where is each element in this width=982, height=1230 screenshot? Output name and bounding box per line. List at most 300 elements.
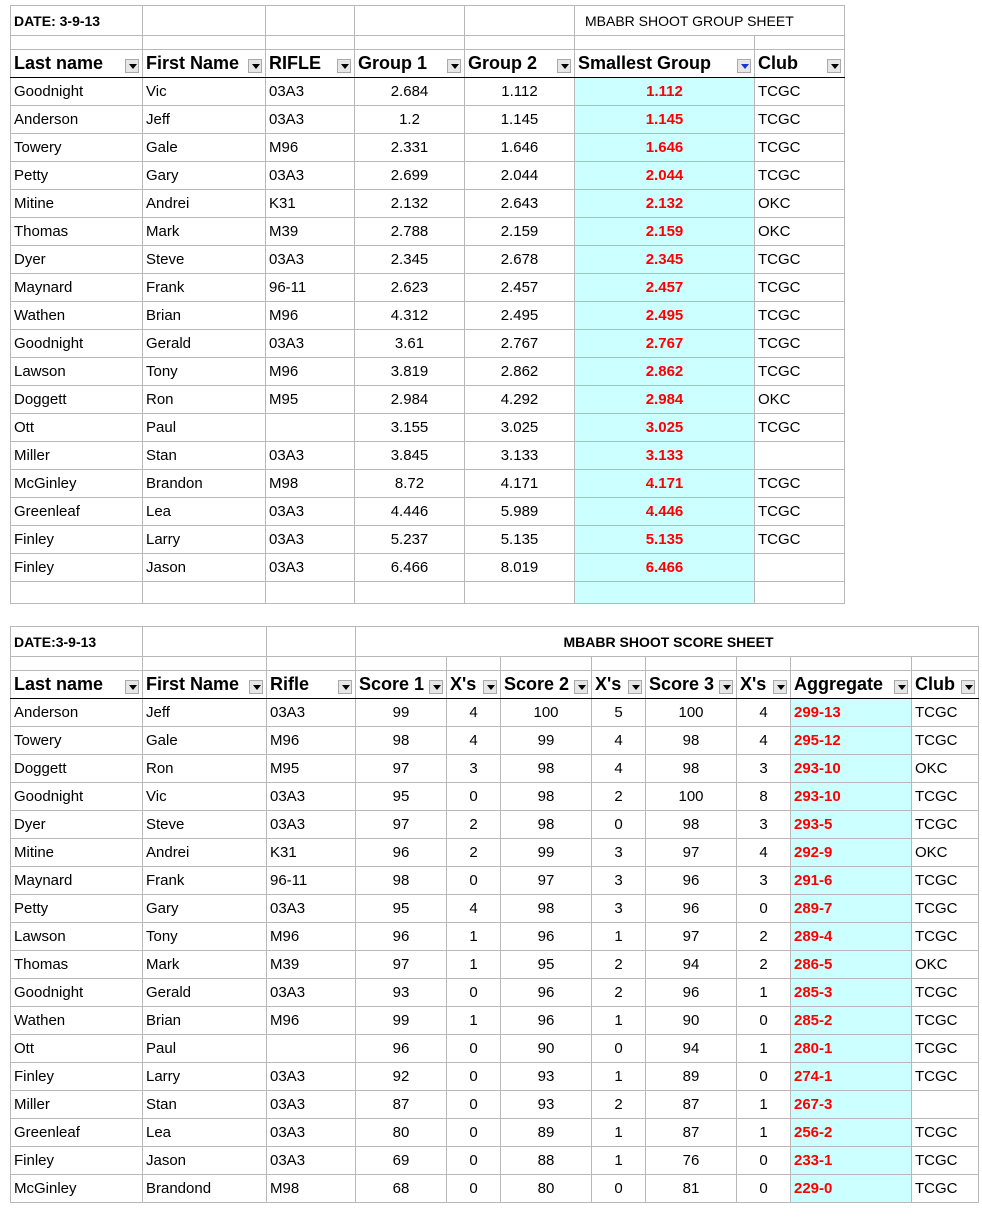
table-cell-club[interactable]: TCGC xyxy=(912,895,979,923)
table-cell-aggregate[interactable]: 274-1 xyxy=(791,1063,912,1091)
table-cell-first-name[interactable]: Stan xyxy=(143,1091,267,1119)
table-cell-x-s[interactable]: 3 xyxy=(737,811,791,839)
table-cell-score-3[interactable]: 96 xyxy=(646,979,737,1007)
table-cell-x-s[interactable]: 8 xyxy=(737,783,791,811)
table-cell-first-name[interactable]: Steve xyxy=(143,811,267,839)
table-cell-last-name[interactable]: Goodnight xyxy=(11,78,143,106)
table-cell-club[interactable]: TCGC xyxy=(912,727,979,755)
table-cell-first-name[interactable]: Paul xyxy=(143,1035,267,1063)
table-cell-first-name[interactable]: Stan xyxy=(143,442,266,470)
table-cell-club[interactable]: TCGC xyxy=(755,162,845,190)
table-cell-x-s[interactable]: 0 xyxy=(737,1175,791,1203)
table-cell-group-1[interactable]: 4.446 xyxy=(355,498,465,526)
table-cell-first-name[interactable]: Gary xyxy=(143,895,267,923)
table-cell-group-1[interactable]: 2.331 xyxy=(355,134,465,162)
filter-dropdown-icon[interactable] xyxy=(628,680,642,694)
table-cell-aggregate[interactable]: 295-12 xyxy=(791,727,912,755)
table-cell-last-name[interactable]: Wathen xyxy=(11,302,143,330)
filter-dropdown-icon[interactable] xyxy=(737,59,751,73)
table-cell-score-3[interactable]: 100 xyxy=(646,783,737,811)
filter-dropdown-icon[interactable] xyxy=(249,680,263,694)
table-cell-rifle[interactable]: 03A3 xyxy=(267,1119,356,1147)
table-cell-group-2[interactable]: 1.112 xyxy=(465,78,575,106)
table-cell-rifle[interactable]: M96 xyxy=(266,134,355,162)
table-cell-last-name[interactable]: Anderson xyxy=(11,699,143,727)
table-cell-rifle[interactable] xyxy=(267,1035,356,1063)
table-cell-last-name[interactable]: Mitine xyxy=(11,839,143,867)
table-cell-score-3[interactable]: 98 xyxy=(646,811,737,839)
table-cell-club[interactable]: TCGC xyxy=(912,811,979,839)
table-cell-last-name[interactable]: Towery xyxy=(11,727,143,755)
table-cell-group-1[interactable]: 4.312 xyxy=(355,302,465,330)
table-cell-rifle[interactable]: 03A3 xyxy=(266,78,355,106)
table-cell-score-2[interactable]: 90 xyxy=(501,1035,592,1063)
table-cell-rifle[interactable]: 96-11 xyxy=(267,867,356,895)
table-cell-last-name[interactable]: Goodnight xyxy=(11,783,143,811)
table-cell-rifle[interactable]: M96 xyxy=(267,1007,356,1035)
table-cell-score-1[interactable]: 97 xyxy=(356,951,447,979)
table-cell-aggregate[interactable]: 291-6 xyxy=(791,867,912,895)
table-cell-rifle[interactable] xyxy=(266,414,355,442)
table-cell-club[interactable]: OKC xyxy=(912,951,979,979)
table-cell-x-s[interactable]: 3 xyxy=(592,867,646,895)
table-cell-score-3[interactable]: 94 xyxy=(646,1035,737,1063)
table-cell-last-name[interactable]: Miller xyxy=(11,1091,143,1119)
table-cell-x-s[interactable]: 1 xyxy=(737,1119,791,1147)
table-cell-club[interactable]: TCGC xyxy=(912,1035,979,1063)
table-cell-group-2[interactable]: 3.025 xyxy=(465,414,575,442)
table-cell-x-s[interactable]: 0 xyxy=(737,1007,791,1035)
table-cell-score-1[interactable]: 96 xyxy=(356,839,447,867)
table-cell-group-1[interactable]: 3.845 xyxy=(355,442,465,470)
table-cell-first-name[interactable]: Brandond xyxy=(143,1175,267,1203)
table-cell-first-name[interactable]: Gerald xyxy=(143,979,267,1007)
table-cell-first-name[interactable]: Jeff xyxy=(143,106,266,134)
filter-dropdown-icon[interactable] xyxy=(961,680,975,694)
filter-dropdown-icon[interactable] xyxy=(447,59,461,73)
table-cell-score-3[interactable]: 76 xyxy=(646,1147,737,1175)
table-cell-first-name[interactable]: Brian xyxy=(143,302,266,330)
table-cell-x-s[interactable]: 0 xyxy=(737,895,791,923)
table-cell-aggregate[interactable]: 293-10 xyxy=(791,783,912,811)
table-cell-x-s[interactable]: 0 xyxy=(447,867,501,895)
table-cell-group-2[interactable]: 2.862 xyxy=(465,358,575,386)
table-cell-x-s[interactable]: 4 xyxy=(737,727,791,755)
table-cell-aggregate[interactable]: 256-2 xyxy=(791,1119,912,1147)
table-cell-first-name[interactable]: Steve xyxy=(143,246,266,274)
table-cell-group-2[interactable]: 2.457 xyxy=(465,274,575,302)
table-cell-club[interactable]: TCGC xyxy=(755,78,845,106)
filter-dropdown-icon[interactable] xyxy=(574,680,588,694)
filter-dropdown-icon[interactable] xyxy=(827,59,841,73)
table-cell-score-1[interactable]: 87 xyxy=(356,1091,447,1119)
table-cell-club[interactable]: TCGC xyxy=(755,414,845,442)
table-cell-aggregate[interactable]: 289-7 xyxy=(791,895,912,923)
table-cell-x-s[interactable]: 3 xyxy=(592,839,646,867)
table-cell-x-s[interactable]: 2 xyxy=(447,811,501,839)
table-cell-score-1[interactable]: 96 xyxy=(356,923,447,951)
table-cell-aggregate[interactable]: 293-10 xyxy=(791,755,912,783)
table-cell-score-3[interactable]: 89 xyxy=(646,1063,737,1091)
table-cell-x-s[interactable]: 2 xyxy=(737,923,791,951)
table-cell-group-2[interactable]: 4.171 xyxy=(465,470,575,498)
table-cell-x-s[interactable]: 0 xyxy=(737,1063,791,1091)
table-cell-score-1[interactable]: 97 xyxy=(356,755,447,783)
table-cell-rifle[interactable]: 03A3 xyxy=(266,162,355,190)
table-cell-x-s[interactable]: 0 xyxy=(447,1091,501,1119)
table-cell-aggregate[interactable]: 293-5 xyxy=(791,811,912,839)
table-cell-group-1[interactable]: 2.684 xyxy=(355,78,465,106)
table-cell-smallest-group[interactable]: 2.345 xyxy=(575,246,755,274)
table-cell-smallest-group[interactable]: 3.133 xyxy=(575,442,755,470)
table-cell-x-s[interactable]: 5 xyxy=(592,699,646,727)
table-cell-x-s[interactable]: 1 xyxy=(592,1147,646,1175)
table-cell-group-2[interactable]: 2.643 xyxy=(465,190,575,218)
table-cell-rifle[interactable]: M39 xyxy=(266,218,355,246)
table-cell-score-3[interactable]: 100 xyxy=(646,699,737,727)
table-cell-first-name[interactable]: Ron xyxy=(143,386,266,414)
table-cell-last-name[interactable]: Dyer xyxy=(11,246,143,274)
table-cell-rifle[interactable]: M98 xyxy=(266,470,355,498)
table-cell-x-s[interactable]: 1 xyxy=(592,923,646,951)
table-cell-aggregate[interactable]: 280-1 xyxy=(791,1035,912,1063)
table-cell-group-1[interactable]: 8.72 xyxy=(355,470,465,498)
table-cell-last-name[interactable]: Lawson xyxy=(11,923,143,951)
table-cell-score-1[interactable]: 80 xyxy=(356,1119,447,1147)
table-cell-x-s[interactable]: 0 xyxy=(447,1119,501,1147)
filter-dropdown-icon[interactable] xyxy=(248,59,262,73)
table-cell-first-name[interactable]: Vic xyxy=(143,783,267,811)
table-cell-score-2[interactable]: 97 xyxy=(501,867,592,895)
table-cell-group-2[interactable]: 4.292 xyxy=(465,386,575,414)
table-cell-first-name[interactable]: Mark xyxy=(143,218,266,246)
table-cell-group-1[interactable]: 3.155 xyxy=(355,414,465,442)
table-cell-group-2[interactable]: 5.135 xyxy=(465,526,575,554)
table-cell-club[interactable]: TCGC xyxy=(912,1119,979,1147)
filter-dropdown-icon[interactable] xyxy=(719,680,733,694)
table-cell-group-1[interactable]: 2.699 xyxy=(355,162,465,190)
table-cell-x-s[interactable]: 1 xyxy=(592,1119,646,1147)
table-cell-smallest-group[interactable]: 5.135 xyxy=(575,526,755,554)
table-cell-last-name[interactable]: Lawson xyxy=(11,358,143,386)
table-cell-club[interactable] xyxy=(912,1091,979,1119)
table-cell-rifle[interactable]: 03A3 xyxy=(267,1147,356,1175)
filter-dropdown-icon[interactable] xyxy=(557,59,571,73)
table-cell-club[interactable]: OKC xyxy=(755,190,845,218)
table-cell-x-s[interactable]: 1 xyxy=(737,1091,791,1119)
table-cell-score-3[interactable]: 97 xyxy=(646,839,737,867)
table-cell-first-name[interactable]: Brian xyxy=(143,1007,267,1035)
table-cell-score-2[interactable]: 96 xyxy=(501,1007,592,1035)
table-cell-group-2[interactable]: 5.989 xyxy=(465,498,575,526)
table-cell-score-1[interactable]: 93 xyxy=(356,979,447,1007)
table-cell-score-1[interactable]: 92 xyxy=(356,1063,447,1091)
table-cell-last-name[interactable]: Ott xyxy=(11,1035,143,1063)
table-cell-group-2[interactable]: 2.495 xyxy=(465,302,575,330)
table-cell-first-name[interactable]: Jason xyxy=(143,1147,267,1175)
table-cell-rifle[interactable]: 03A3 xyxy=(267,1091,356,1119)
table-cell-first-name[interactable]: Paul xyxy=(143,414,266,442)
table-cell-score-1[interactable]: 97 xyxy=(356,811,447,839)
table-cell-last-name[interactable]: Maynard xyxy=(11,867,143,895)
table-cell-first-name[interactable]: Larry xyxy=(143,1063,267,1091)
table-cell-rifle[interactable]: M96 xyxy=(266,302,355,330)
table-cell-rifle[interactable]: 03A3 xyxy=(267,811,356,839)
table-cell-x-s[interactable]: 0 xyxy=(447,1147,501,1175)
table-cell-first-name[interactable]: Larry xyxy=(143,526,266,554)
table-cell-aggregate[interactable]: 285-2 xyxy=(791,1007,912,1035)
table-cell-x-s[interactable]: 2 xyxy=(447,839,501,867)
table-cell-first-name[interactable]: Jason xyxy=(143,554,266,582)
table-cell-first-name[interactable]: Gary xyxy=(143,162,266,190)
table-cell-x-s[interactable]: 3 xyxy=(447,755,501,783)
table-cell-group-2[interactable]: 2.678 xyxy=(465,246,575,274)
table-cell-x-s[interactable]: 0 xyxy=(447,1175,501,1203)
table-cell-rifle[interactable]: 03A3 xyxy=(266,498,355,526)
table-cell-x-s[interactable]: 1 xyxy=(592,1063,646,1091)
table-cell-aggregate[interactable]: 286-5 xyxy=(791,951,912,979)
filter-dropdown-icon[interactable] xyxy=(125,680,139,694)
table-cell-club[interactable]: TCGC xyxy=(755,274,845,302)
table-cell-last-name[interactable]: Ott xyxy=(11,414,143,442)
table-cell-group-2[interactable]: 2.767 xyxy=(465,330,575,358)
table-cell-group-1[interactable]: 3.61 xyxy=(355,330,465,358)
table-cell-first-name[interactable]: Andrei xyxy=(143,190,266,218)
table-cell-group-1[interactable]: 5.237 xyxy=(355,526,465,554)
table-cell-club[interactable]: TCGC xyxy=(755,106,845,134)
table-cell-first-name[interactable]: Frank xyxy=(143,274,266,302)
table-cell-x-s[interactable]: 4 xyxy=(592,755,646,783)
table-cell-score-3[interactable]: 98 xyxy=(646,755,737,783)
table-cell-x-s[interactable]: 4 xyxy=(737,699,791,727)
table-cell-score-2[interactable]: 80 xyxy=(501,1175,592,1203)
table-cell-rifle[interactable]: 03A3 xyxy=(267,783,356,811)
table-cell-score-3[interactable]: 81 xyxy=(646,1175,737,1203)
table-cell-x-s[interactable]: 1 xyxy=(447,1007,501,1035)
table-cell-group-2[interactable]: 8.019 xyxy=(465,554,575,582)
table-cell-score-3[interactable]: 90 xyxy=(646,1007,737,1035)
table-cell-score-1[interactable]: 95 xyxy=(356,783,447,811)
table-cell-smallest-group[interactable]: 1.145 xyxy=(575,106,755,134)
table-cell-x-s[interactable]: 0 xyxy=(592,1175,646,1203)
table-cell-x-s[interactable]: 4 xyxy=(447,727,501,755)
table-cell-rifle[interactable]: 03A3 xyxy=(267,1063,356,1091)
table-cell-rifle[interactable]: M96 xyxy=(266,358,355,386)
table-cell-first-name[interactable]: Gerald xyxy=(143,330,266,358)
table-cell-score-2[interactable]: 99 xyxy=(501,727,592,755)
table-cell-first-name[interactable]: Tony xyxy=(143,923,267,951)
table-cell-rifle[interactable]: 03A3 xyxy=(267,979,356,1007)
table-cell-club[interactable]: TCGC xyxy=(755,358,845,386)
table-cell-rifle[interactable]: M96 xyxy=(267,923,356,951)
table-cell-score-2[interactable]: 100 xyxy=(501,699,592,727)
table-cell-rifle[interactable]: 96-11 xyxy=(266,274,355,302)
table-cell-rifle[interactable]: 03A3 xyxy=(267,699,356,727)
table-cell-first-name[interactable]: Gale xyxy=(143,727,267,755)
table-cell-club[interactable]: OKC xyxy=(755,386,845,414)
table-cell-x-s[interactable]: 4 xyxy=(447,699,501,727)
table-cell-club[interactable]: TCGC xyxy=(912,867,979,895)
table-cell-first-name[interactable]: Frank xyxy=(143,867,267,895)
table-cell-club[interactable]: TCGC xyxy=(755,470,845,498)
table-cell-score-2[interactable]: 98 xyxy=(501,783,592,811)
table-cell-x-s[interactable]: 1 xyxy=(447,951,501,979)
table-cell-club[interactable]: TCGC xyxy=(912,979,979,1007)
table-cell-last-name[interactable]: McGinley xyxy=(11,1175,143,1203)
table-cell-x-s[interactable]: 0 xyxy=(592,1035,646,1063)
table-cell-score-2[interactable]: 98 xyxy=(501,755,592,783)
table-cell-aggregate[interactable]: 285-3 xyxy=(791,979,912,1007)
table-cell-club[interactable] xyxy=(755,554,845,582)
table-cell-smallest-group[interactable]: 4.446 xyxy=(575,498,755,526)
table-cell-club[interactable]: TCGC xyxy=(912,1063,979,1091)
table-cell-last-name[interactable]: Petty xyxy=(11,895,143,923)
table-cell-club[interactable]: TCGC xyxy=(755,498,845,526)
table-cell-group-1[interactable]: 3.819 xyxy=(355,358,465,386)
table-cell-first-name[interactable]: Mark xyxy=(143,951,267,979)
table-cell-club[interactable]: OKC xyxy=(755,218,845,246)
table-cell-club[interactable]: TCGC xyxy=(755,134,845,162)
table-cell-first-name[interactable]: Lea xyxy=(143,1119,267,1147)
table-cell-group-2[interactable]: 2.044 xyxy=(465,162,575,190)
table-cell-x-s[interactable]: 0 xyxy=(447,1035,501,1063)
table-cell-smallest-group[interactable]: 2.495 xyxy=(575,302,755,330)
table-cell-score-3[interactable]: 94 xyxy=(646,951,737,979)
table-cell-first-name[interactable]: Gale xyxy=(143,134,266,162)
table-cell-aggregate[interactable]: 299-13 xyxy=(791,699,912,727)
table-cell-score-2[interactable]: 89 xyxy=(501,1119,592,1147)
table-cell-rifle[interactable]: 03A3 xyxy=(266,330,355,358)
table-cell-score-1[interactable]: 99 xyxy=(356,1007,447,1035)
table-cell-score-1[interactable]: 98 xyxy=(356,867,447,895)
table-cell-score-2[interactable]: 98 xyxy=(501,811,592,839)
table-cell-first-name[interactable]: Jeff xyxy=(143,699,267,727)
table-cell-first-name[interactable]: Andrei xyxy=(143,839,267,867)
table-cell-x-s[interactable]: 3 xyxy=(737,755,791,783)
table-cell-first-name[interactable]: Ron xyxy=(143,755,267,783)
table-cell-score-2[interactable]: 88 xyxy=(501,1147,592,1175)
table-cell-club[interactable]: TCGC xyxy=(755,526,845,554)
table-cell-x-s[interactable]: 0 xyxy=(447,1063,501,1091)
filter-dropdown-icon[interactable] xyxy=(894,680,908,694)
table-cell-last-name[interactable]: Greenleaf xyxy=(11,1119,143,1147)
table-cell-club[interactable]: OKC xyxy=(912,755,979,783)
table-cell-club[interactable]: TCGC xyxy=(755,246,845,274)
table-cell-last-name[interactable]: Finley xyxy=(11,526,143,554)
table-cell-aggregate[interactable]: 289-4 xyxy=(791,923,912,951)
table-cell-score-3[interactable]: 87 xyxy=(646,1119,737,1147)
table-cell-last-name[interactable]: Thomas xyxy=(11,951,143,979)
table-cell-x-s[interactable]: 4 xyxy=(447,895,501,923)
table-cell-aggregate[interactable]: 292-9 xyxy=(791,839,912,867)
table-cell-last-name[interactable]: Dyer xyxy=(11,811,143,839)
table-cell-last-name[interactable]: Finley xyxy=(11,554,143,582)
table-cell-group-1[interactable]: 6.466 xyxy=(355,554,465,582)
table-cell-group-2[interactable]: 1.145 xyxy=(465,106,575,134)
table-cell-score-3[interactable]: 97 xyxy=(646,923,737,951)
table-cell-club[interactable]: TCGC xyxy=(912,1175,979,1203)
table-cell-smallest-group[interactable]: 2.132 xyxy=(575,190,755,218)
filter-dropdown-icon[interactable] xyxy=(338,680,352,694)
table-cell-group-2[interactable]: 2.159 xyxy=(465,218,575,246)
table-cell-last-name[interactable]: McGinley xyxy=(11,470,143,498)
table-cell-smallest-group[interactable]: 1.112 xyxy=(575,78,755,106)
table-cell-club[interactable] xyxy=(755,442,845,470)
table-cell-aggregate[interactable]: 229-0 xyxy=(791,1175,912,1203)
table-cell-x-s[interactable]: 0 xyxy=(737,1147,791,1175)
table-cell-x-s[interactable]: 3 xyxy=(592,895,646,923)
table-cell-club[interactable]: TCGC xyxy=(755,302,845,330)
table-cell-score-3[interactable]: 96 xyxy=(646,867,737,895)
table-cell-rifle[interactable]: M95 xyxy=(266,386,355,414)
table-cell-score-2[interactable]: 93 xyxy=(501,1091,592,1119)
table-cell-score-2[interactable]: 99 xyxy=(501,839,592,867)
table-cell-club[interactable]: TCGC xyxy=(912,783,979,811)
table-cell-score-1[interactable]: 69 xyxy=(356,1147,447,1175)
table-cell-smallest-group[interactable]: 2.984 xyxy=(575,386,755,414)
table-cell-last-name[interactable]: Thomas xyxy=(11,218,143,246)
table-cell-last-name[interactable]: Towery xyxy=(11,134,143,162)
table-cell-x-s[interactable]: 2 xyxy=(737,951,791,979)
table-cell-score-1[interactable]: 95 xyxy=(356,895,447,923)
table-cell-first-name[interactable]: Brandon xyxy=(143,470,266,498)
table-cell-x-s[interactable]: 4 xyxy=(592,727,646,755)
table-cell-rifle[interactable]: K31 xyxy=(266,190,355,218)
table-cell-last-name[interactable]: Finley xyxy=(11,1063,143,1091)
table-cell-x-s[interactable]: 2 xyxy=(592,1091,646,1119)
table-cell-smallest-group[interactable]: 3.025 xyxy=(575,414,755,442)
table-cell-group-1[interactable]: 2.345 xyxy=(355,246,465,274)
table-cell-rifle[interactable]: 03A3 xyxy=(266,554,355,582)
table-cell-group-2[interactable]: 1.646 xyxy=(465,134,575,162)
table-cell-score-1[interactable]: 96 xyxy=(356,1035,447,1063)
table-cell-last-name[interactable]: Miller xyxy=(11,442,143,470)
table-cell-last-name[interactable]: Greenleaf xyxy=(11,498,143,526)
table-cell-club[interactable]: TCGC xyxy=(912,923,979,951)
table-cell-rifle[interactable]: M96 xyxy=(267,727,356,755)
table-cell-club[interactable]: TCGC xyxy=(912,1147,979,1175)
table-cell-last-name[interactable]: Petty xyxy=(11,162,143,190)
table-cell-rifle[interactable]: M39 xyxy=(267,951,356,979)
table-cell-x-s[interactable]: 1 xyxy=(737,979,791,1007)
table-cell-score-3[interactable]: 98 xyxy=(646,727,737,755)
table-cell-last-name[interactable]: Anderson xyxy=(11,106,143,134)
table-cell-club[interactable]: TCGC xyxy=(912,699,979,727)
table-cell-smallest-group[interactable]: 1.646 xyxy=(575,134,755,162)
table-cell-rifle[interactable]: M98 xyxy=(267,1175,356,1203)
table-cell-first-name[interactable]: Lea xyxy=(143,498,266,526)
table-cell-last-name[interactable]: Mitine xyxy=(11,190,143,218)
table-cell-last-name[interactable]: Finley xyxy=(11,1147,143,1175)
table-cell-smallest-group[interactable]: 2.862 xyxy=(575,358,755,386)
table-cell-score-2[interactable]: 96 xyxy=(501,979,592,1007)
table-cell-x-s[interactable]: 0 xyxy=(447,783,501,811)
table-cell-score-3[interactable]: 87 xyxy=(646,1091,737,1119)
table-cell-rifle[interactable]: K31 xyxy=(267,839,356,867)
table-cell-group-1[interactable]: 2.788 xyxy=(355,218,465,246)
table-cell-score-1[interactable]: 99 xyxy=(356,699,447,727)
filter-dropdown-icon[interactable] xyxy=(429,680,443,694)
table-cell-smallest-group[interactable]: 2.457 xyxy=(575,274,755,302)
table-cell-group-1[interactable]: 2.132 xyxy=(355,190,465,218)
table-cell-x-s[interactable]: 1 xyxy=(447,923,501,951)
table-cell-score-2[interactable]: 93 xyxy=(501,1063,592,1091)
table-cell-smallest-group[interactable]: 2.159 xyxy=(575,218,755,246)
table-cell-x-s[interactable]: 0 xyxy=(592,811,646,839)
table-cell-smallest-group[interactable]: 4.171 xyxy=(575,470,755,498)
filter-dropdown-icon[interactable] xyxy=(337,59,351,73)
table-cell-group-1[interactable]: 2.623 xyxy=(355,274,465,302)
